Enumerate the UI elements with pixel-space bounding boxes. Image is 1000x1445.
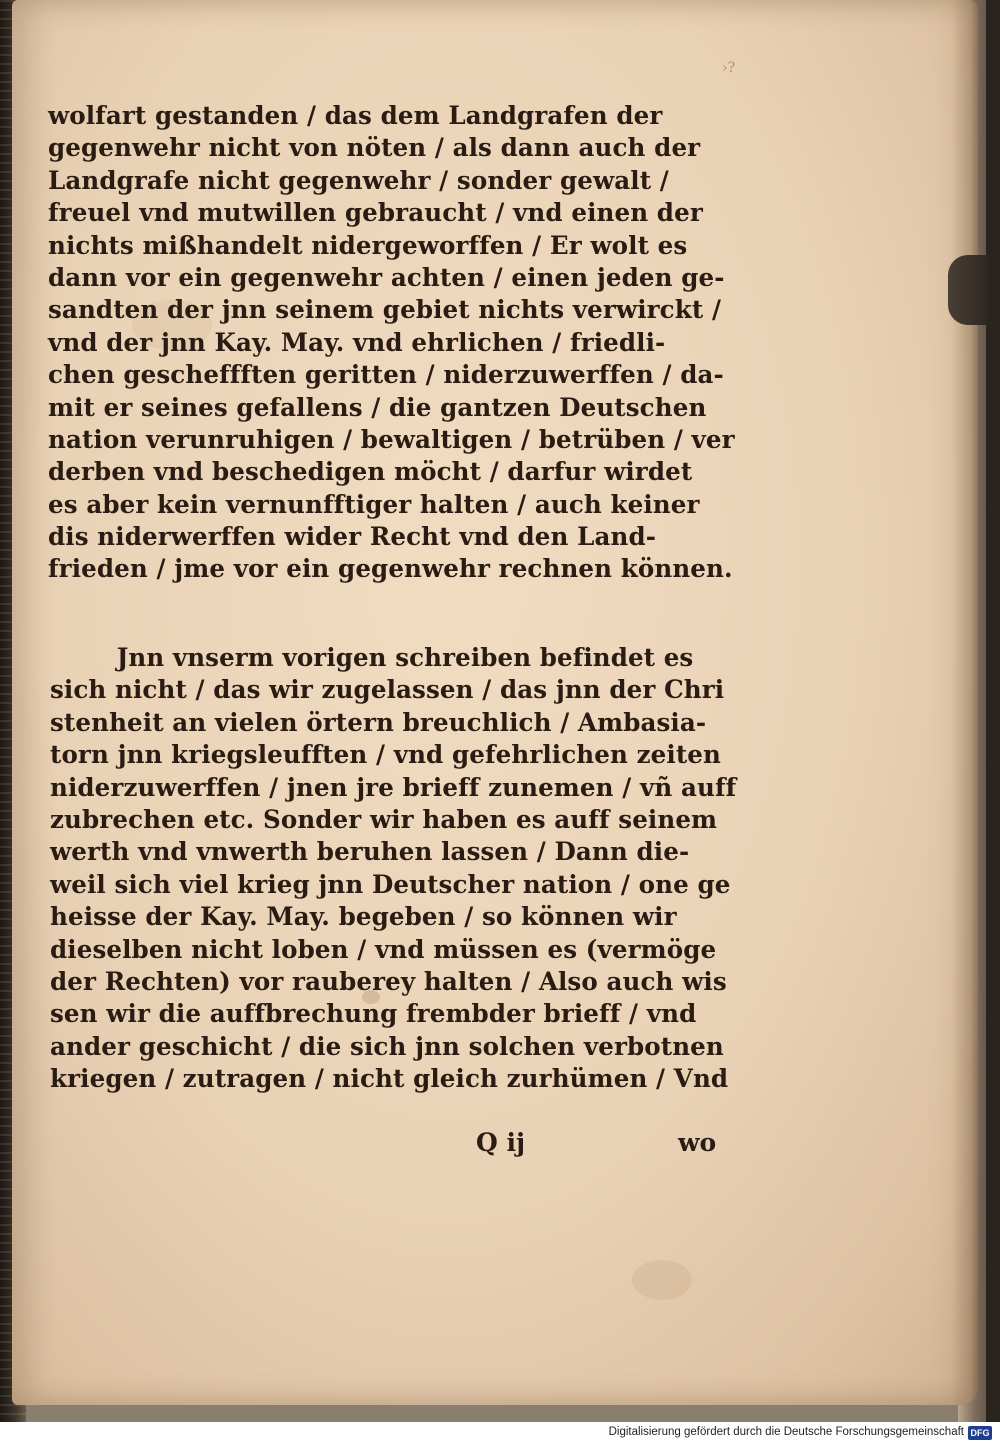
text-line: torn jnn kriegsleufften / vnd gefehrlichen zeiten <box>50 740 721 770</box>
text-line: kriegen / zutragen / nicht gleich zurhümen / Vnd <box>50 1064 729 1094</box>
text-line: stenheit an vielen örtern breuchlich / Ambasia- <box>50 707 707 737</box>
text-line: vnd der jnn Kay. May. vnd ehrlichen / friedli- <box>48 327 666 357</box>
text-line: dann vor ein gegenwehr achten / einen jeden ge- <box>48 262 725 292</box>
text-line: freuel vnd mutwillen gebraucht / vnd einen der <box>48 198 703 228</box>
text-line: sandten der jnn seinem gebiet nichts verwirckt / <box>48 295 722 325</box>
paragraph-2 <box>50 642 750 1095</box>
text-line: sen wir die auffbrechung frembder brieff / vnd <box>50 999 697 1029</box>
text-line: wolfart gestanden / das dem Landgrafen der <box>48 101 663 130</box>
catchword: wo <box>678 1128 717 1157</box>
corner-pencil-mark: ›? <box>722 60 736 76</box>
text-line: der Rechten) vor rauberey halten / Also auch wis <box>50 966 727 996</box>
footer-credit-text: Digitalisierung gefördert durch die Deutsche Forschungsgemeinschaft <box>608 1426 964 1438</box>
text-line: werth vnd vnwerth beruhen lassen / Dann die- <box>50 837 690 867</box>
text-line: niderzuwerffen / jnen jre brieff zunemen / vñ auff <box>50 772 737 802</box>
text-line: ander geschicht / die sich jnn solchen verbotnen <box>50 1031 724 1061</box>
text-line: gegenwehr nicht von nöten / als dann auch der <box>48 133 701 163</box>
text-line: dieselben nicht loben / vnd müssen es (vermöge <box>50 934 717 964</box>
page-footer-line <box>50 1128 750 1162</box>
dfg-logo: DFG <box>968 1426 992 1440</box>
text-line: heisse der Kay. May. begeben / so können wir <box>50 902 677 932</box>
text-line: zubrechen etc. Sonder wir haben es auff seinem <box>50 804 718 834</box>
text-line: nation verunruhigen / bewaltigen / betrüben / ver <box>48 424 735 454</box>
paper-stain <box>632 1260 692 1300</box>
signature-mark: Q ij <box>476 1128 526 1157</box>
text-line: nichts mißhandelt nidergeworffen / Er wolt es <box>48 230 688 260</box>
book-binding <box>986 0 1000 1422</box>
text-line: derben vnd beschedigen möcht / darfur wirdet <box>48 457 693 487</box>
text-line: sich nicht / das wir zugelassen / das jnn der Chri <box>50 675 725 705</box>
book-clip <box>948 255 988 325</box>
text-line: weil sich viel krieg jnn Deutscher nation / one ge <box>50 869 731 899</box>
digitization-footer <box>0 1422 1000 1445</box>
text-line: frieden / jme vor ein gegenwehr rechnen können. <box>48 554 733 584</box>
text-line: dis niderwerffen wider Recht vnd den Land- <box>48 522 657 552</box>
text-line: Jnn vnserm vorigen schreiben befindet es <box>116 643 694 672</box>
paragraph-1 <box>48 100 748 586</box>
text-line: es aber kein vernunfftiger halten / auch keiner <box>48 489 700 519</box>
text-line: mit er seines gefallens / die gantzen Deutschen <box>48 392 707 422</box>
text-line: Landgrafe nicht gegenwehr / sonder gewalt / <box>48 165 669 195</box>
text-line: chen gescheffften geritten / niderzuwerffen / da- <box>48 360 724 390</box>
